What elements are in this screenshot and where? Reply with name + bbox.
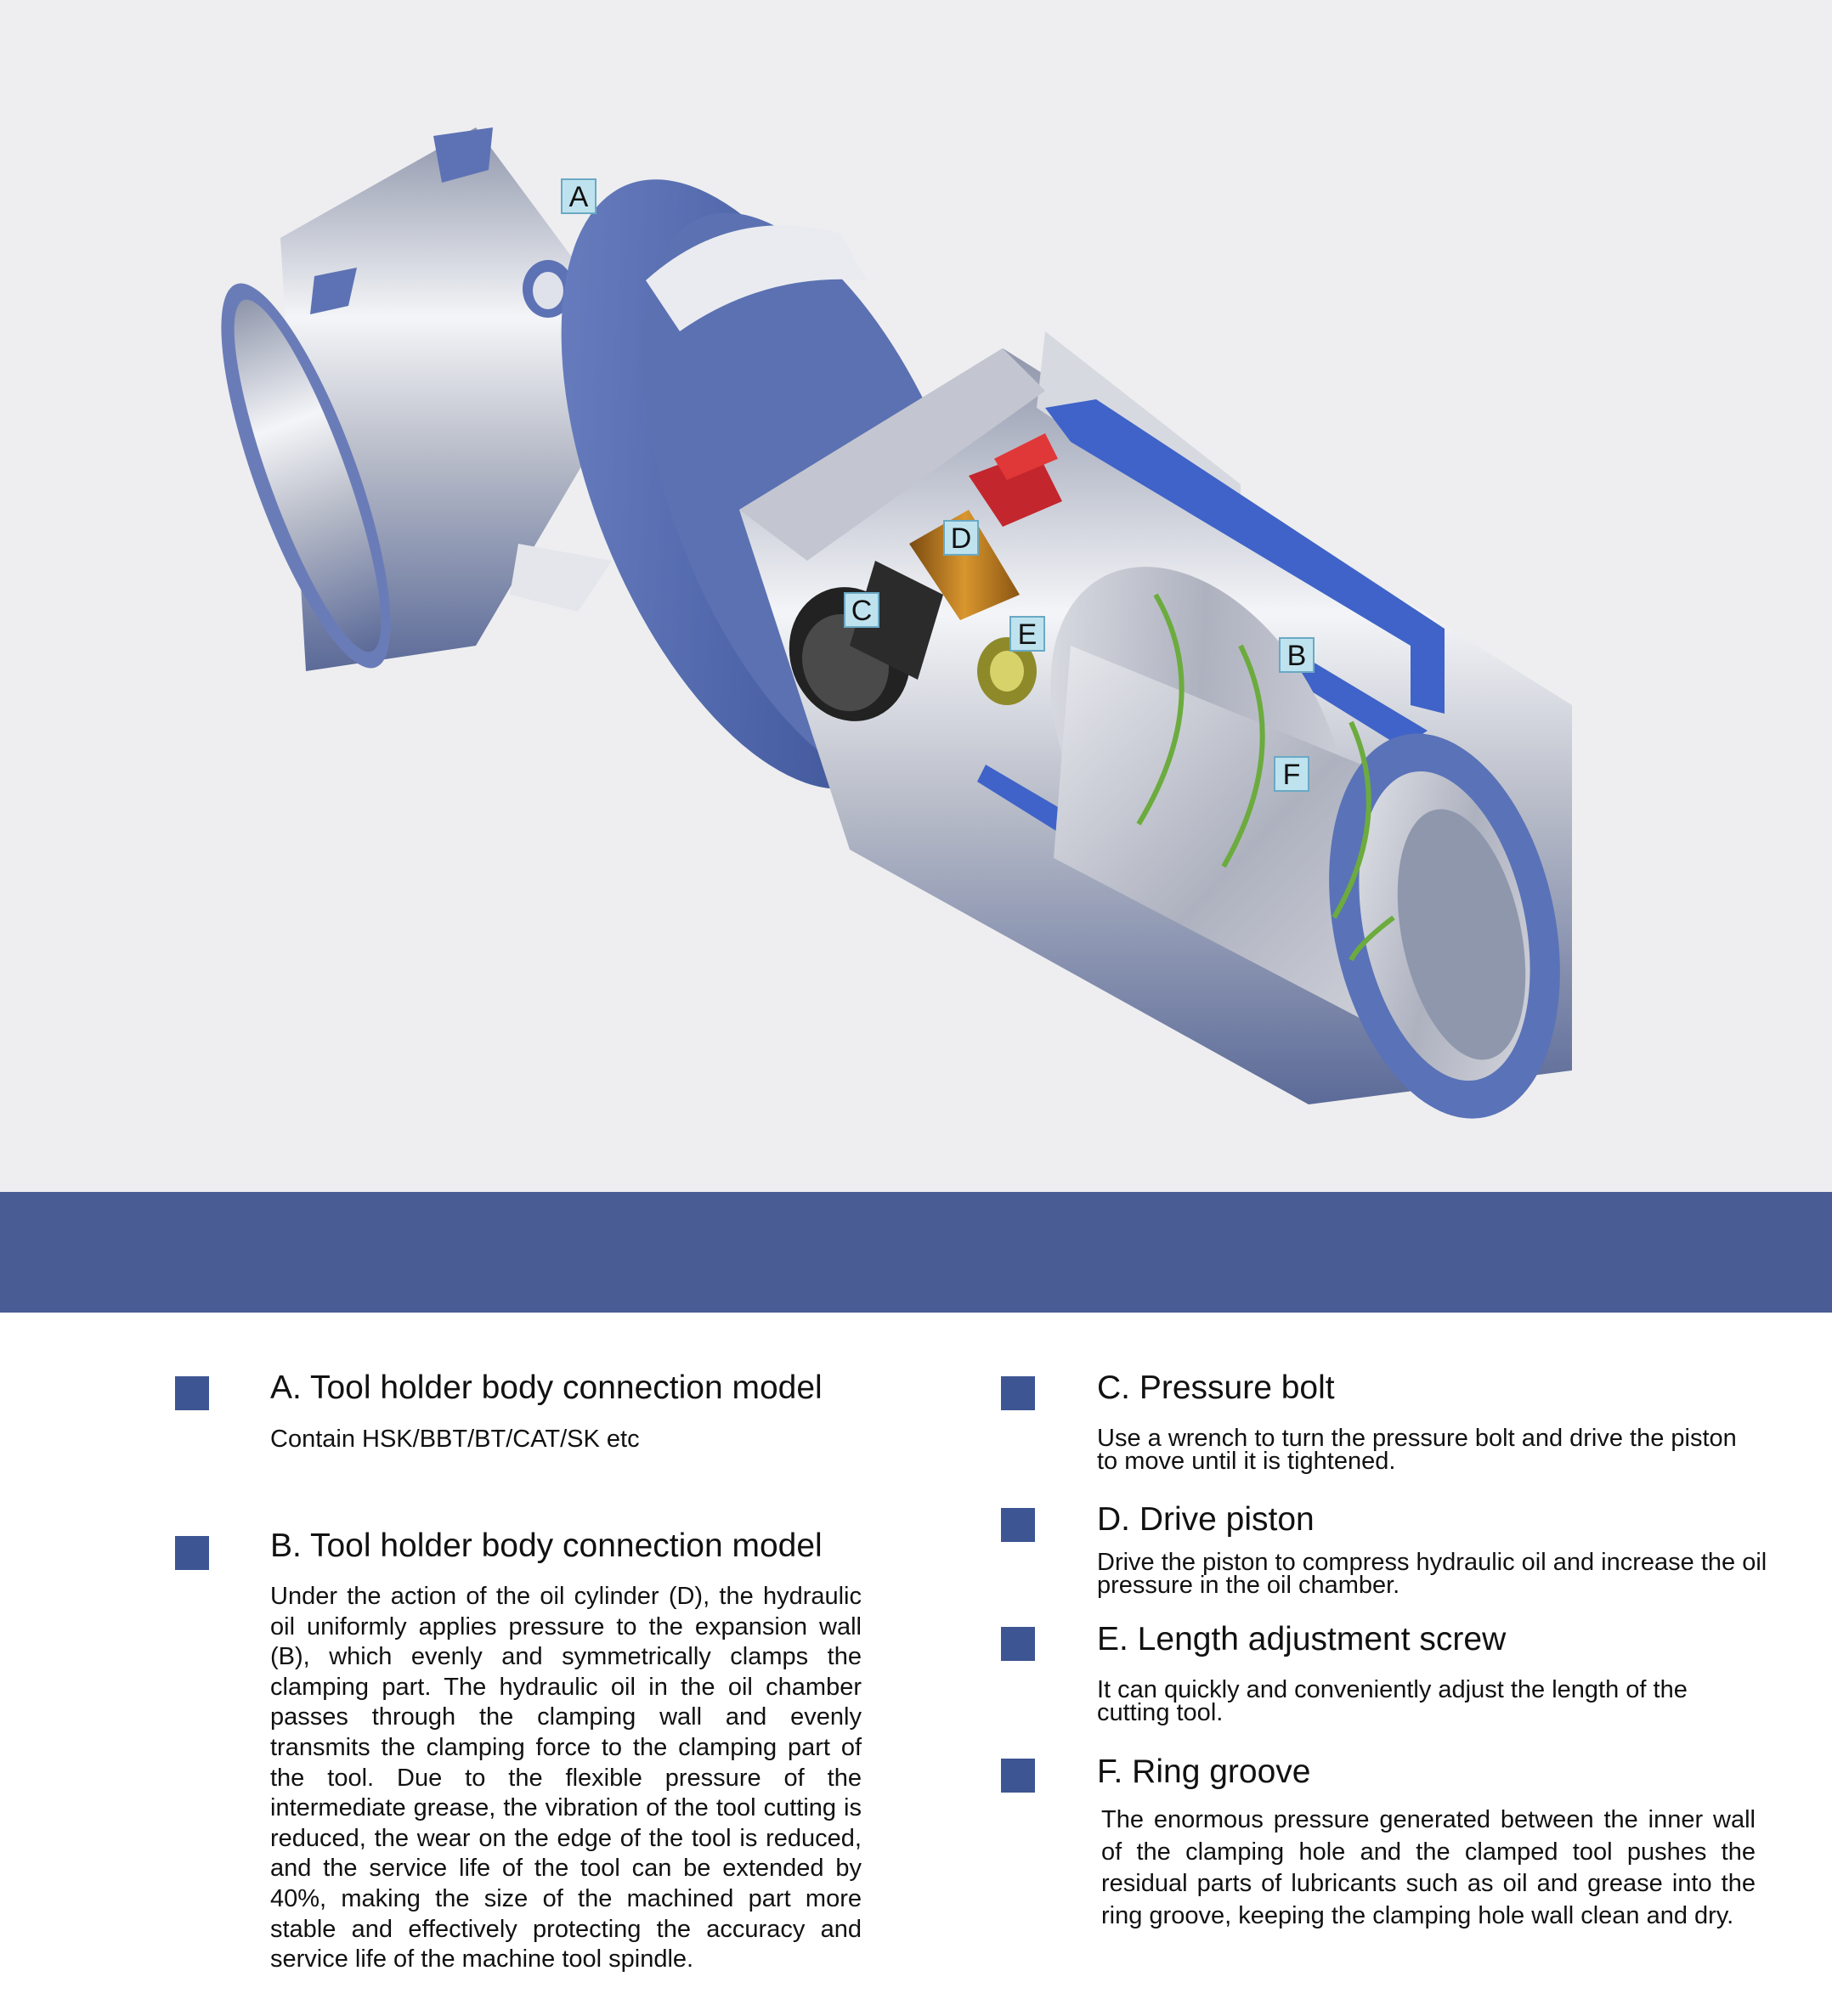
tool-holder-body xyxy=(739,331,1593,1140)
bullet-c xyxy=(1001,1376,1035,1410)
item-f-title: F. Ring groove xyxy=(1097,1753,1311,1790)
item-c-title: C. Pressure bolt xyxy=(1097,1369,1335,1406)
callout-b: B xyxy=(1279,637,1315,673)
item-a-text: Contain HSK/BBT/BT/CAT/SK etc xyxy=(270,1426,640,1453)
bullet-d xyxy=(1001,1508,1035,1542)
section-band xyxy=(0,1192,1832,1313)
callout-a: A xyxy=(561,178,597,214)
item-c-text: Use a wrench to turn the pressure bolt and drive the piston to move until it is tightened. xyxy=(1097,1425,1737,1475)
bullet-e xyxy=(1001,1627,1035,1661)
bullet-b xyxy=(175,1536,209,1570)
item-b-title: B. Tool holder body connection model xyxy=(270,1528,823,1564)
callout-d: D xyxy=(943,520,979,556)
item-e-text: It can quickly and conveniently adjust the length of the cutting tool. xyxy=(1097,1676,1688,1726)
item-b-text: Under the action of the oil cylinder (D), the hydraulic oil uniformly applies pressure to the expansion wall (B), which evenly and symmetrically clamps the clamping part. The hydraulic oil in the oil chamber passes through the clamping wall and evenly transmits the clamping force to the clamping part of the tool. Due to the flexible pressure of the intermediate grease, the vibration of the tool cutting is reduced, the wear on the edge of the tool is reduced, and the service life of the tool can be extended by 40%, making the size of the machined part more stable and effectively protecting the accuracy and service life of the machine tool spindle. xyxy=(270,1583,862,1974)
callout-f: F xyxy=(1274,756,1309,792)
callout-c: C xyxy=(844,592,879,628)
item-e-title: E. Length adjustment screw xyxy=(1097,1621,1507,1657)
bullet-f xyxy=(1001,1759,1035,1793)
item-f-text: The enormous pressure generated between the inner wall of the clamping hole and the clamped tool pushes the residual parts of lubricants such as oil and grease into the ring groove, keeping the clamping hole wall clean and dry. xyxy=(1101,1806,1756,1929)
bullet-a xyxy=(175,1376,209,1410)
callout-e: E xyxy=(1009,616,1045,652)
item-d-title: D. Drive piston xyxy=(1097,1501,1315,1538)
item-d-text: Drive the piston to compress hydraulic oil and increase the oil pressure in the oil chamber. xyxy=(1097,1549,1767,1599)
item-a-title: A. Tool holder body connection model xyxy=(270,1369,823,1406)
